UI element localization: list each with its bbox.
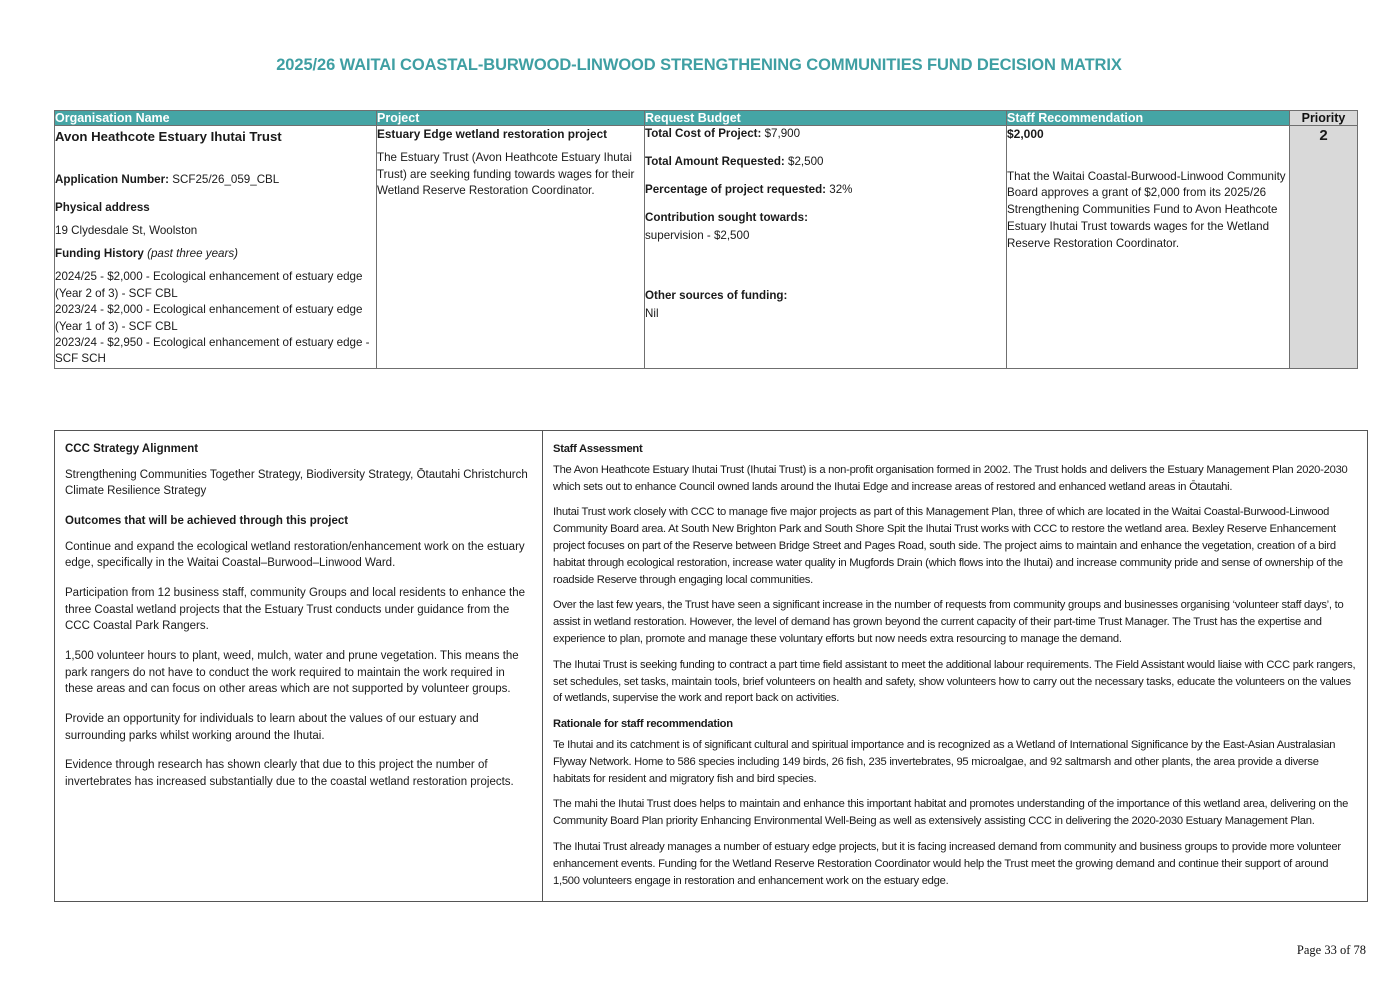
decision-matrix-table <box>54 110 1358 369</box>
page-title: 2025/26 WAITAI COASTAL-BURWOOD-LINWOOD STRENGTHENING COMMUNITIES FUND DECISION MATRIX <box>276 56 1122 74</box>
outcome-paragraph: Evidence through research has shown clearly that due to this project the number of invertebrates has increased substantially due to the coastal wetland restoration projects. <box>65 759 514 789</box>
application-number-label: Application Number: <box>55 173 170 187</box>
funding-history-note: (past three years) <box>147 247 238 261</box>
funding-history-label: Funding History <box>55 247 144 261</box>
cell-organisation <box>55 126 377 369</box>
header-priority: Priority <box>1290 111 1358 126</box>
assessment-paragraph: Ihutai Trust work closely with CCC to manage five major projects as part of this Management Plan, three of which are located in the Waitai Coastal-Burwood-Linwood Community Board area. At South New Brighton Park and South Shore Spit the Ihutai Trust works with CCC to restore the wetland area. Bexley Reserve Enhancement project focuses on part of the Reserve between Bridge Street and Pages Road, south side. The project aims to maintain and enhance the vegetation, creation of a bird habitat through ecological restoration, increase water quality in Mugfords Drain (which flows into the Ihutai) and increase community pride and sense of ownership of the roadside Reserve through engaging local communities. <box>553 506 1343 586</box>
outcome-paragraph: Provide an opportunity for individuals to learn about the values of our estuary and surrounding parks whilst working around the Ihutai. <box>65 713 479 742</box>
matrix-data-row <box>55 126 1358 369</box>
header-project: Project <box>377 111 645 126</box>
strategy-heading: CCC Strategy Alignment <box>65 443 199 455</box>
outcome-paragraph: 1,500 volunteer hours to plant, weed, mulch, water and prune vegetation. This means the park rangers do not have to conduct the work required to maintain the work required in these areas and can focus on other areas which are not supported by volunteer groups. <box>65 650 519 696</box>
other-sources-value: Nil <box>645 306 659 320</box>
recommendation-text: That the Waitai Coastal-Burwood-Linwood Community Board approves a grant of $2,000 from its 2025/26 Strengthening Communities Fund to Avon Heathcote Estuary Ihutai Trust towards wages for the Wetland Reserve Restoration Coordinator. <box>1007 169 1286 250</box>
physical-address-label: Physical address <box>55 201 150 215</box>
strategy-alignment-text: Strengthening Communities Together Strategy, Biodiversity Strategy, Ōtautahi Christchurch Climate Resilience Strategy <box>65 468 528 498</box>
cell-staff-recommendation <box>1007 126 1290 369</box>
total-requested-label: Total Amount Requested: <box>645 154 785 168</box>
cell-staff-assessment <box>543 431 1368 902</box>
organisation-name: Avon Heathcote Estuary Ihutai Trust <box>55 129 282 144</box>
application-number-row <box>55 172 376 188</box>
project-description: The Estuary Trust (Avon Heathcote Estuary Ihutai Trust) are seeking funding towards wages for their Wetland Reserve Restoration Coordinator. <box>377 151 635 198</box>
rationale-heading: Rationale for staff recommendation <box>553 718 733 731</box>
header-staff-recommendation: Staff Recommendation <box>1007 111 1290 126</box>
rationale-paragraph: Te Ihutai and its catchment is of significant cultural and spiritual importance and is recognized as a Wetland of International Significance by the East-Asian Australasian Flyway Network. Home to 586 species including 149 birds, 26 fish, 235 invertebrates, 95 microalgae, and 92 saltmarsh and other plants, the area provide a diverse habitats for resident and migratory fish and bird species. <box>553 738 1336 785</box>
total-requested-row <box>645 154 1006 170</box>
percentage-label: Percentage of project requested: <box>645 182 827 196</box>
outcome-paragraph: Continue and expand the ecological wetland restoration/enhancement work on the estuary edge, specifically in the Waitai Coastal–Burwood–Linwood Ward. <box>65 540 525 570</box>
assessment-heading: Staff Assessment <box>553 443 643 455</box>
header-request-budget: Request Budget <box>645 111 1007 126</box>
header-organisation-name: Organisation Name <box>55 111 377 126</box>
detail-row <box>55 431 1368 902</box>
cell-project <box>377 126 645 369</box>
detail-table <box>54 430 1368 902</box>
percentage-row <box>645 182 1006 198</box>
project-title: Estuary Edge wetland restoration project <box>377 127 608 141</box>
contribution-value: supervision - $2,500 <box>645 228 750 242</box>
other-sources-block <box>645 288 1006 322</box>
application-number-value: SCF25/26_059_CBL <box>172 173 280 187</box>
funding-history-item: 2023/24 - $2,950 - Ecological enhancement of estuary edge - SCF SCH <box>55 335 370 366</box>
total-cost-label: Total Cost of Project: <box>645 127 762 140</box>
other-sources-label: Other sources of funding: <box>645 288 788 302</box>
funding-history-item: 2023/24 - $2,000 - Ecological enhancement of estuary edge (Year 1 of 3) - SCF CBL <box>55 303 363 333</box>
total-requested-value: $2,500 <box>788 154 824 168</box>
total-cost-value: $7,900 <box>764 127 801 140</box>
page-footer: Page 33 of 78 <box>1296 943 1366 957</box>
assessment-paragraph: The Ihutai Trust is seeking funding to contract a part time field assistant to meet the additional labour requirements. The Field Assistant would liaise with CCC park rangers, set schedules, set tasks, maintain tools, brief volunteers on health and safety, show volunteers how to carry out the necessary tasks, educate the volunteers on the values of wetlands, supervise the work and report back on activities. <box>553 658 1356 705</box>
recommended-amount: $2,000 <box>1007 127 1044 141</box>
assessment-paragraph: Over the last few years, the Trust have seen a significant increase in the number of requests from community groups and businesses organising ‘volunteer staff days’, to assist in wetland restoration. However, the level of demand has grown beyond the current capacity of their part-time Trust Manager. The Trust has the expertise and experience to plan, promote and manage these voluntary efforts but now needs extra resourcing to manage the demand. <box>553 599 1344 645</box>
total-cost-row <box>645 126 1006 142</box>
assessment-paragraph: The Avon Heathcote Estuary Ihutai Trust (Ihutai Trust) is a non-profit organisation formed in 2002. The Trust holds and delivers the Estuary Management Plan 2020-2030 which sets out to enhance Council owned lands around the Ihutai Edge and increase areas of restored and enhanced wetland areas in Ōtautahi. <box>553 463 1348 493</box>
funding-history-item: 2024/25 - $2,000 - Ecological enhancement of estuary edge (Year 2 of 3) - SCF CBL <box>55 270 363 300</box>
cell-strategy-alignment <box>55 431 543 902</box>
cell-priority <box>1290 126 1358 369</box>
priority-value: 2 <box>1319 127 1328 144</box>
outcomes-heading: Outcomes that will be achieved through this project <box>65 515 349 528</box>
funding-history-label-row <box>55 246 376 262</box>
cell-request-budget <box>645 126 1007 369</box>
rationale-paragraph: The Ihutai Trust already manages a number of estuary edge projects, but it is facing increased demand from community and business groups to provide more volunteer enhancement events. Funding for the Wetland Reserve Restoration Coordinator would help the Trust meet the growing demand and continue their support of around 1,500 volunteers engage in restoration and enhancement work on the estuary edge. <box>553 840 1341 887</box>
contribution-label: Contribution sought towards: <box>645 210 808 224</box>
physical-address-value: 19 Clydesdale St, Woolston <box>55 224 198 238</box>
percentage-value: 32% <box>829 182 853 196</box>
contribution-block <box>645 210 1006 244</box>
funding-history-list <box>55 269 376 368</box>
matrix-header-row <box>55 111 1358 126</box>
outcome-paragraph: Participation from 12 business staff, community Groups and local residents to enhance the three Coastal wetland projects that the Estuary Trust conducts under guidance from the CCC Coastal Park Rangers. <box>65 587 526 633</box>
rationale-paragraph: The mahi the Ihutai Trust does helps to maintain and enhance this important habitat and promotes understanding of the importance of this wetland area, delivering on the Community Board Plan priority Enhancing Environmental Well-Being as well as extensively assisting CCC in delivering the 2020-2030 Estuary Management Plan. <box>553 798 1349 828</box>
